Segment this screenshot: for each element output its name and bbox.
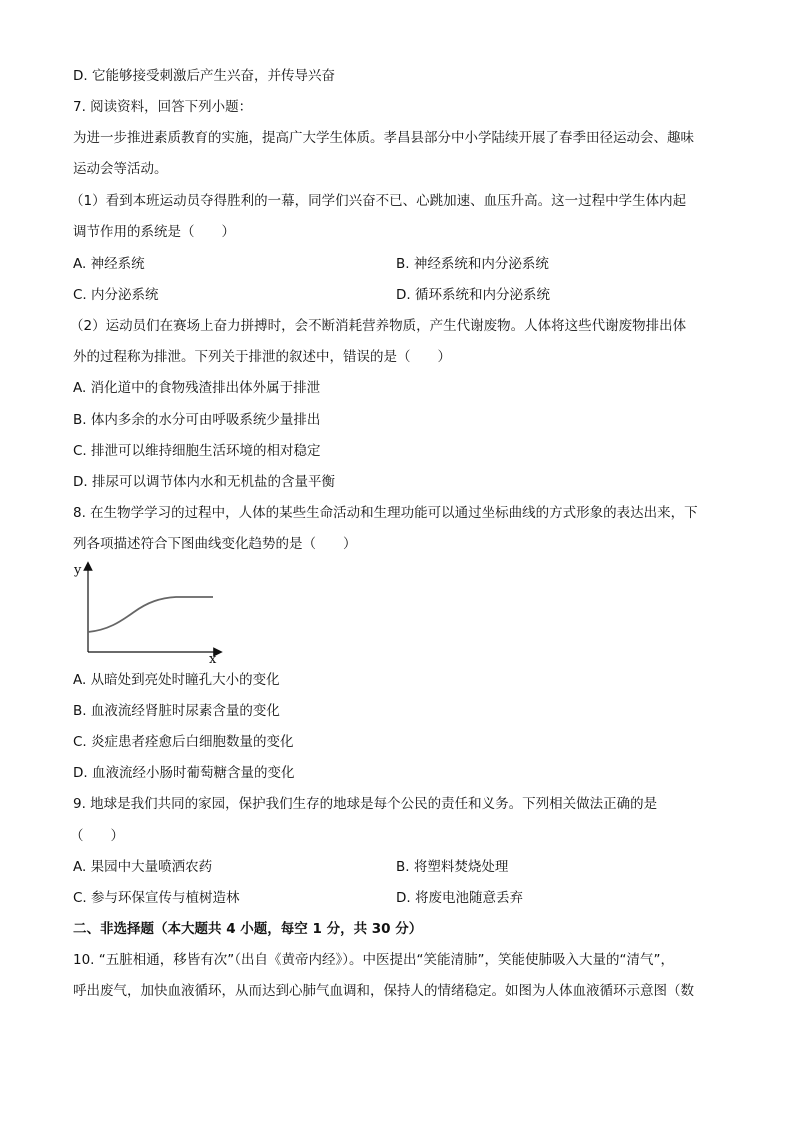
question-8-stem-line-1: 8. 在生物学学习的过程中，人体的某些生命活动和生理功能可以通过坐标曲线的方式形象的表达出来，下 (73, 505, 698, 521)
question-7-2-stem-line-1: （2）运动员们在赛场上奋力拼搏时，会不断消耗营养物质，产生代谢废物。人体将这些代谢废物排出体 (70, 318, 687, 334)
question-8-option-a: A. 从暗处到亮处时瞳孔大小的变化 (73, 672, 280, 688)
question-7-1-stem-line-2: 调节作用的系统是（ ） (73, 224, 235, 240)
question-7-2-stem-line-2: 外的过程称为排泄。下列关于排泄的叙述中，错误的是（ ） (73, 349, 451, 365)
question-9-option-a: A. 果园中大量喷洒农药 (73, 859, 213, 875)
curve-graph (68, 560, 228, 665)
question-9-stem-line-1: 9. 地球是我们共同的家园，保护我们生存的地球是每个公民的责任和义务。下列相关做法正确的是 (73, 796, 658, 812)
question-9-option-b: B. 将塑料焚烧处理 (396, 859, 509, 875)
y-axis-label: y (74, 563, 82, 578)
question-8-option-c: C. 炎症患者痊愈后白细胞数量的变化 (73, 734, 294, 750)
question-8-option-d: D. 血液流经小肠时葡萄糖含量的变化 (73, 765, 295, 781)
question-10-stem-line-1: 10. “五脏相通，移皆有次”（出自《黄帝内经》）。中医提出“笑能清肺”，笑能使肺吸入大量的“清气”， (73, 952, 674, 968)
question-7-2-option-b: B. 体内多余的水分可由呼吸系统少量排出 (73, 412, 321, 428)
question-6-option-d: D. 它能够接受刺激后产生兴奋，并传导兴奋 (73, 68, 335, 84)
question-7-material-line-1: 为进一步推进素质教育的实施，提高广大学生体质。孝昌县部分中小学陆续开展了春季田径运动会、趣味 (73, 130, 694, 146)
question-8-option-b: B. 血液流经肾脏时尿素含量的变化 (73, 703, 280, 719)
question-7-1-option-b: B. 神经系统和内分泌系统 (396, 256, 549, 272)
question-7-1-stem-line-1: （1）看到本班运动员夺得胜利的一幕，同学们兴奋不已、心跳加速、血压升高。这一过程中学生体内起 (70, 193, 687, 209)
question-7-material-line-2: 运动会等活动。 (73, 161, 168, 177)
x-axis-label: x (209, 652, 217, 665)
question-7-stem: 7. 阅读资料，回答下列小题： (73, 99, 253, 115)
question-7-1-option-a: A. 神经系统 (73, 256, 145, 272)
question-7-1-option-d: D. 循环系统和内分泌系统 (396, 287, 550, 303)
question-9-stem-line-2: （ ） (70, 828, 124, 844)
question-10-stem-line-2: 呼出废气，加快血液循环，从而达到心肺气血调和，保持人的情绪稳定。如图为人体血液循环示意图（数 (73, 983, 694, 999)
question-9-option-c: C. 参与环保宣传与植树造林 (73, 890, 240, 906)
question-7-2-option-c: C. 排泄可以维持细胞生活环境的相对稳定 (73, 443, 321, 459)
s-curve (88, 597, 213, 632)
question-7-2-option-a: A. 消化道中的食物残渣排出体外属于排泄 (73, 380, 321, 396)
question-9-option-d: D. 将废电池随意丢弃 (396, 890, 523, 906)
question-7-1-option-c: C. 内分泌系统 (73, 287, 159, 303)
question-7-2-option-d: D. 排尿可以调节体内水和无机盐的含量平衡 (73, 474, 335, 490)
question-8-stem-line-2: 列各项描述符合下图曲线变化趋势的是（ ） (73, 536, 357, 552)
section-2-heading: 二、非选择题（本大题共 4 小题，每空 1 分，共 30 分） (73, 921, 423, 937)
